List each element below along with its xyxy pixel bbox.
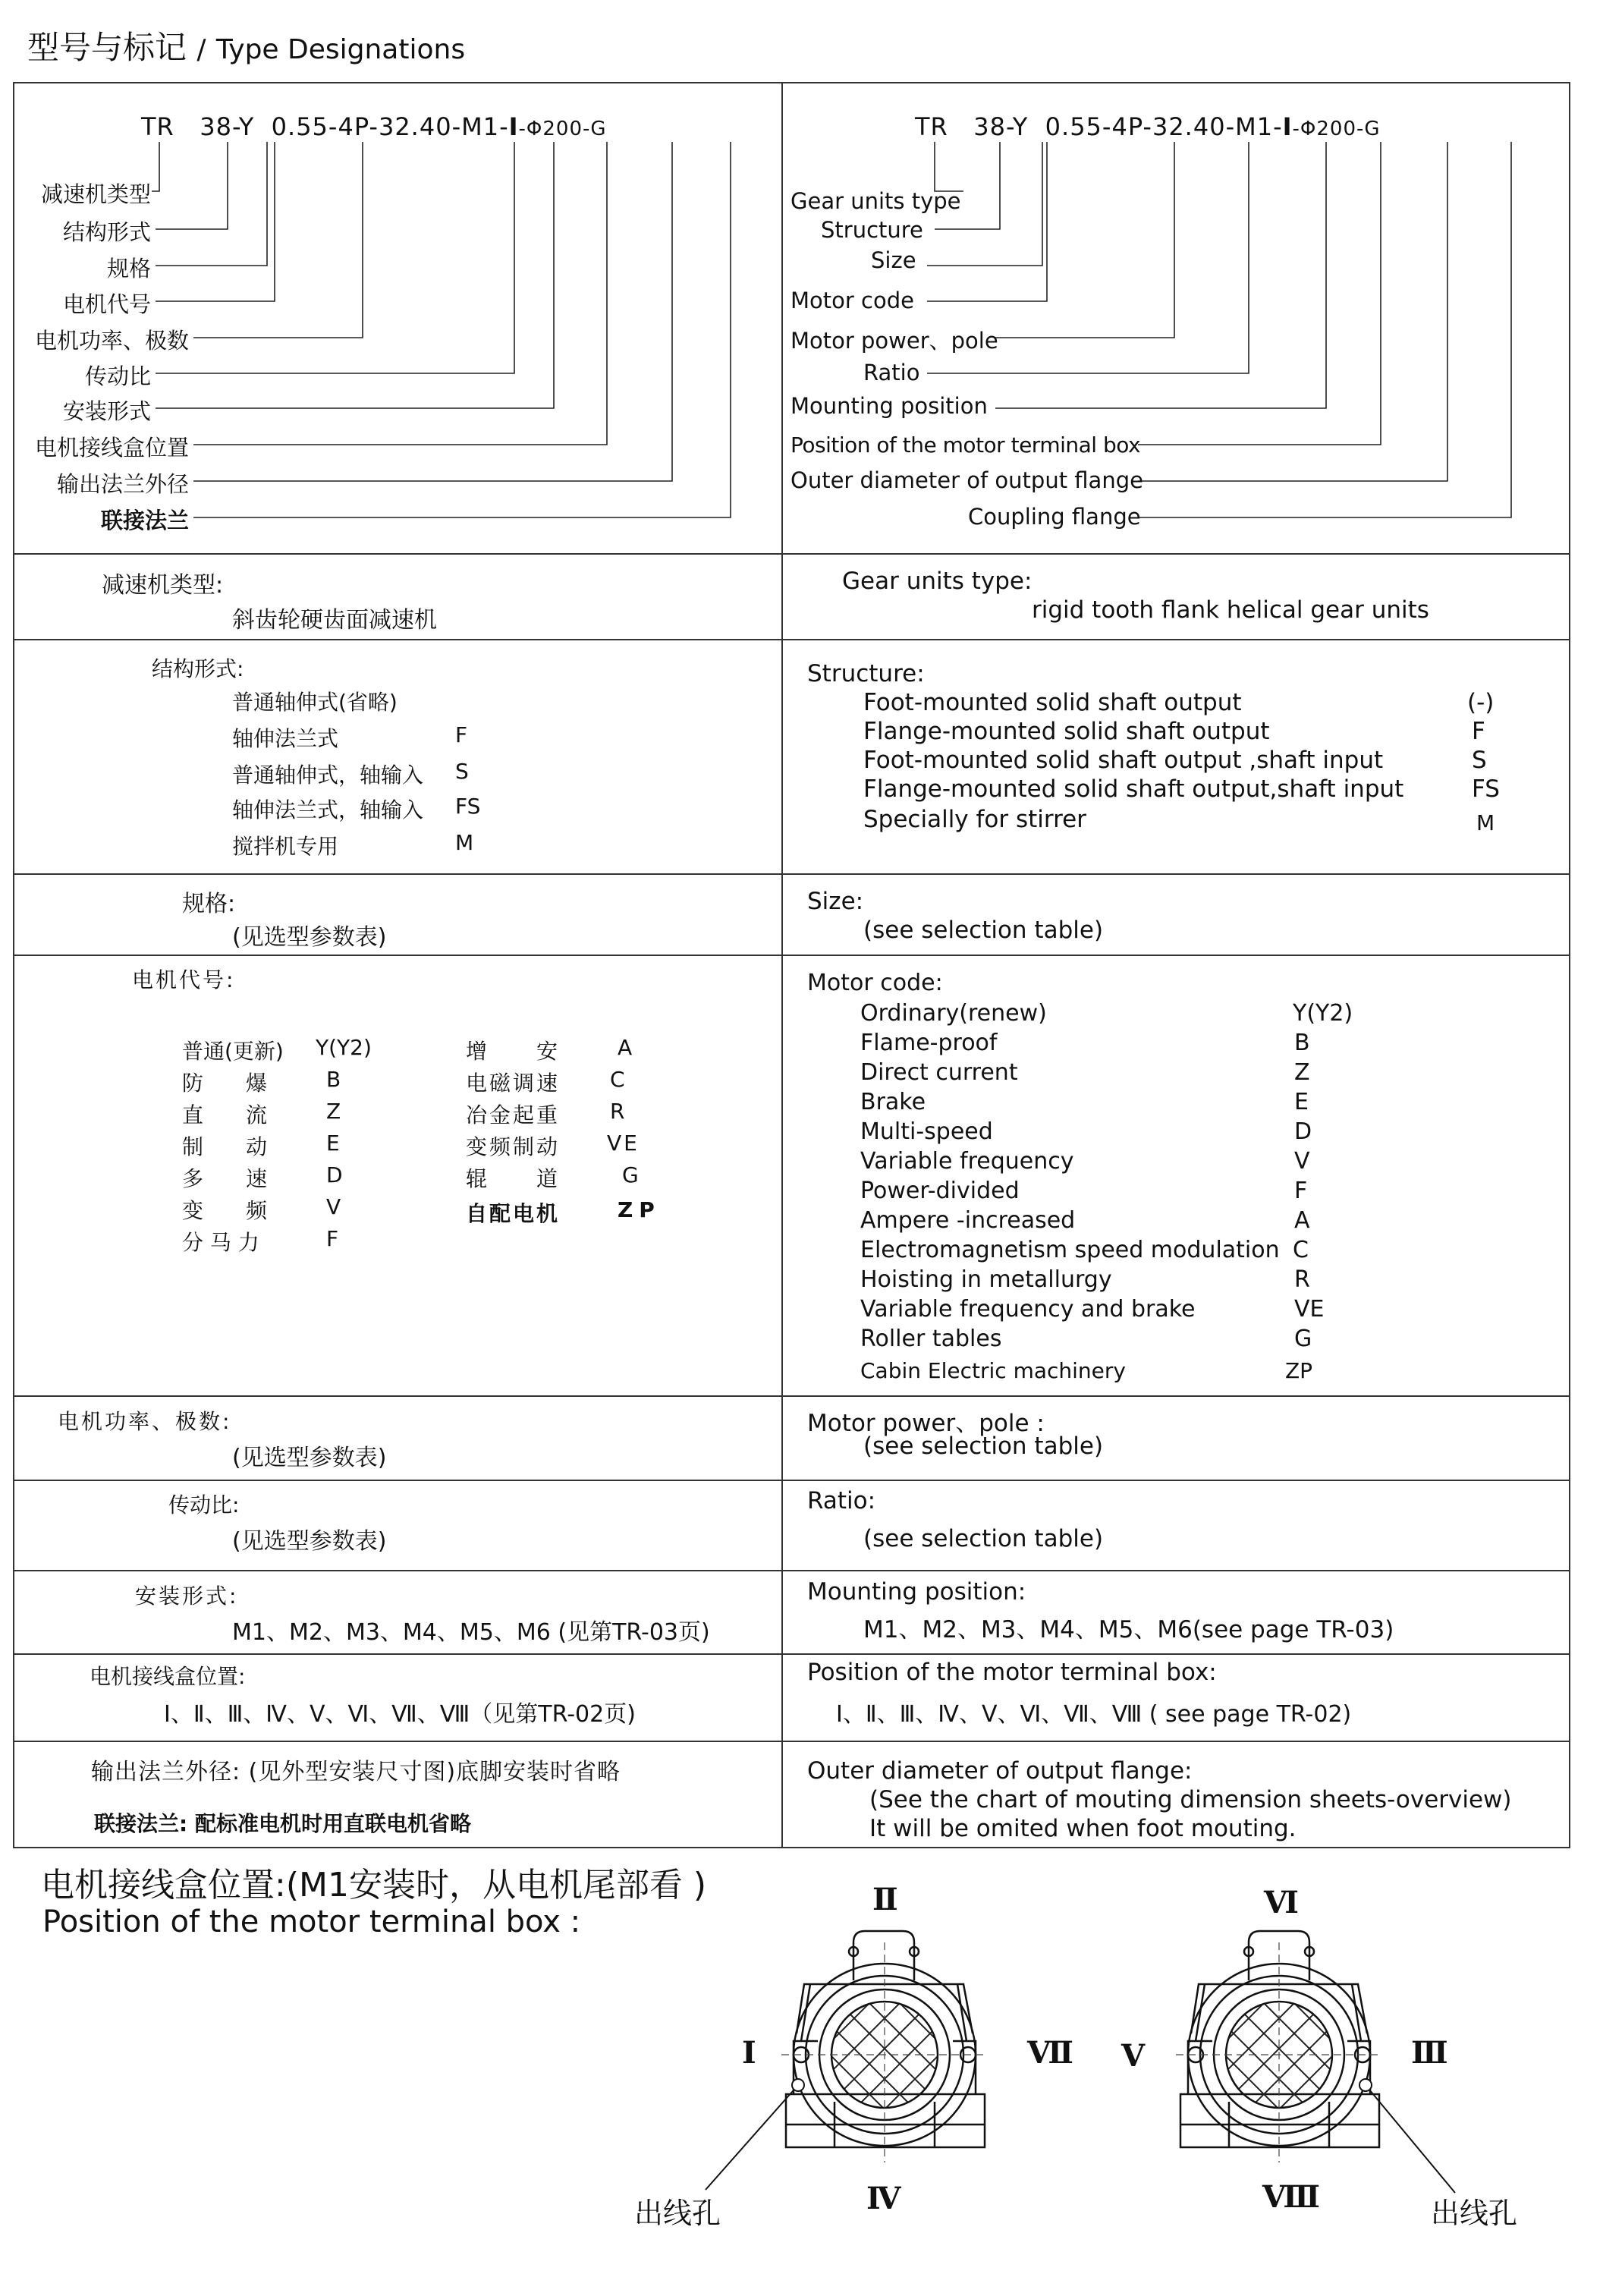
position-label-left-right: Ⅴ [1121,2038,1146,2074]
list-item: Hoisting in metallurgy R [860,1266,1310,1293]
list-item: 轴伸法兰式 F [232,722,468,751]
size-value-cn: (见选型参数表) [232,924,387,951]
position-label-bottom-left: Ⅳ [866,2181,901,2216]
size-title-en: Size: [807,888,864,915]
list-item: Flange-mounted solid shaft output,shaft input [863,775,1404,803]
list-item: 普通轴伸式，轴输入 S [232,759,469,788]
position-label-right-left: Ⅶ [1027,2035,1073,2071]
list-item: Flame-proof B [860,1030,1310,1056]
list-item: 普通轴伸式(省略) [232,690,398,715]
power-value-cn: (见选型参数表) [232,1445,387,1471]
power-title-en: Motor power、pole : [807,1410,1045,1437]
code-part-flange: -Φ200- [1292,118,1365,140]
position-label-bottom-right: Ⅷ [1262,2179,1320,2215]
mounting-title-cn: 安装形式: [135,1584,239,1609]
list-item: 防 爆 B [182,1067,341,1096]
code-part-coupling: G [590,118,607,140]
code-part-tr: TR [141,112,174,141]
code-part-terminal: I [1282,112,1293,141]
list-item: 搅拌机专用 M [232,830,474,859]
flange-line1-cn: 输出法兰外径: (见外型安装尺寸图)底脚安装时省略 [91,1759,621,1785]
ratio-title-cn: 传动比: [168,1492,240,1518]
flange-line1-en: (See the chart of mouting dimension sheets-overview) [869,1786,1512,1813]
label-cn-structure: 结构形式 [62,219,151,245]
label-cn-output-flange: 输出法兰外径 [56,471,189,497]
outlet-label-right: 出线孔 [1431,2197,1518,2230]
type-title-cn: 减速机类型: [102,572,224,599]
label-en-ratio: Ratio [863,360,920,385]
position-label-left-left: Ⅰ [742,2035,756,2071]
code-part-power-ratio: 0.55-4P-32.40-M1- [1045,112,1283,141]
list-item: 电磁调速 C [466,1067,627,1096]
list-item: Cabin Electric machinery ZP [860,1358,1313,1383]
motor-code-title-en: Motor code: [807,970,943,996]
power-value-en: (see selection table) [863,1433,1104,1460]
page-title-en: Type Designations [215,34,466,65]
list-item: Specially for stirrer [863,806,1086,833]
size-title-cn: 规格: [182,891,236,917]
list-item: Ampere -increased A [860,1207,1310,1234]
type-title-en: Gear units type: [842,568,1033,595]
list-item: Electromagnetism speed modulation C [860,1237,1309,1263]
list-item: 分 马 力 F [182,1226,339,1255]
label-cn-size: 规格 [106,256,151,281]
position-label-top-left: Ⅱ [872,1882,898,1917]
label-en-structure: Structure [821,217,923,243]
list-item: Brake E [860,1089,1309,1115]
list-item: 普通(更新) Y(Y2) [182,1035,372,1064]
label-cn-terminal-box: 电机接线盒位置 [34,435,189,461]
structure-title-en: Structure: [807,660,925,687]
terminal-title-en: Position of the motor terminal box: [807,1659,1217,1686]
list-item: Foot-mounted solid shaft output ,shaft input [863,747,1384,774]
label-en-size: Size [871,247,916,273]
label-cn-power-pole: 电机功率、极数 [34,328,189,354]
code-part-coupling: G [1364,118,1381,140]
list-item-code: FS [1472,775,1500,803]
code-part-terminal: I [508,112,519,141]
label-en-power-pole: Motor power、pole [790,328,998,354]
label-cn-ratio: 传动比 [84,363,151,389]
mounting-title-en: Mounting position: [807,1578,1026,1606]
list-item: 辊 道 G [466,1162,641,1191]
motor-code-title-cn: 电机代号: [132,967,236,992]
ratio-title-en: Ratio: [807,1487,876,1514]
list-item: 多 速 D [182,1162,343,1191]
list-item: Multi-speed D [860,1118,1312,1145]
structure-title-cn: 结构形式: [152,656,244,681]
list-item: Foot-mounted solid shaft output [863,689,1242,716]
list-item-code: S [1472,747,1487,774]
list-item: 制 动 E [182,1131,340,1159]
list-item: 自配电机 ZP [466,1197,661,1226]
position-label-top-right: Ⅵ [1264,1885,1299,1920]
page-title-sep: / [196,34,206,65]
position-label-right-right: Ⅲ [1411,2035,1448,2071]
code-part-flange: -Φ200- [518,118,591,140]
label-en-terminal-box: Position of the motor terminal box [790,432,1141,458]
mounting-value-en: M1、M2、M3、M4、M5、M6(see page TR-03) [863,1616,1394,1643]
label-en-coupling-flange: Coupling flange [968,504,1141,530]
ratio-value-cn: (见选型参数表) [232,1528,387,1555]
bottom-title-en: Position of the motor terminal box : [42,1904,581,1939]
label-en-output-flange: Outer diameter of output flange [790,467,1143,493]
label-en-mounting: Mounting position [790,393,988,419]
label-cn-motor-code: 电机代号 [62,291,151,317]
outlet-label-left: 出线孔 [634,2197,721,2230]
label-cn-mounting: 安装形式 [62,398,151,424]
terminal-title-cn: 电机接线盒位置: [90,1664,246,1689]
code-part-size: 38-Y [973,112,1029,141]
terminal-value-en: Ⅰ、Ⅱ、Ⅲ、Ⅳ、Ⅴ、Ⅵ、Ⅶ、Ⅷ ( see page TR-02) [836,1701,1352,1728]
type-value-cn: 斜齿轮硬齿面减速机 [232,607,437,634]
power-title-cn: 电机功率、极数: [58,1409,232,1434]
label-en-gear-type: Gear units type [790,188,961,214]
list-item: Power-divided F [860,1178,1308,1204]
list-item: Direct current Z [860,1059,1310,1086]
label-cn-coupling-flange: 联接法兰 [100,508,189,533]
list-item: 变频制动 VE [466,1131,640,1159]
list-item: Variable frequency V [860,1148,1310,1175]
list-item: 轴伸法兰式，轴输入 FS [232,794,481,822]
type-value-en: rigid tooth flank helical gear units [1032,596,1429,624]
list-item: 冶金起重 R [466,1099,627,1128]
code-part-power-ratio: 0.55-4P-32.40-M1- [271,112,509,141]
page-title-cn: 型号与标记 [27,29,187,66]
bottom-title-cn: 电机接线盒位置:(M1安装时，从电机尾部看 ) [41,1866,707,1904]
label-cn-gear-type: 减速机类型 [40,181,151,207]
code-part-size: 38-Y [200,112,255,141]
list-item-code: (-) [1467,689,1495,716]
list-item: Roller tables G [860,1326,1312,1352]
terminal-value-cn: Ⅰ、Ⅱ、Ⅲ、Ⅳ、Ⅴ、Ⅵ、Ⅶ、Ⅷ（见第TR-02页) [164,1701,636,1728]
list-item: 变 频 V [182,1194,341,1223]
list-item: Ordinary(renew) Y(Y2) [860,1000,1353,1027]
list-item: Variable frequency and brake VE [860,1296,1325,1323]
flange-line2-en: It will be omited when foot mouting. [869,1815,1297,1842]
list-item: 增 安 A [466,1035,635,1064]
list-item: Flange-mounted solid shaft output [863,718,1270,745]
list-item: 直 流 Z [182,1099,341,1128]
label-en-motor-code: Motor code [790,288,914,313]
flange-title-en: Outer diameter of output flange: [807,1757,1193,1785]
list-item-code: F [1472,718,1485,745]
list-item-code: M [1476,810,1495,835]
flange-line2-cn: 联接法兰: 配标准电机时用直联电机省略 [94,1811,471,1836]
code-part-tr: TR [915,112,948,141]
size-value-en: (see selection table) [863,917,1104,944]
ratio-value-en: (see selection table) [863,1525,1104,1552]
mounting-value-cn: M1、M2、M3、M4、M5、M6 (见第TR-03页) [232,1619,710,1646]
